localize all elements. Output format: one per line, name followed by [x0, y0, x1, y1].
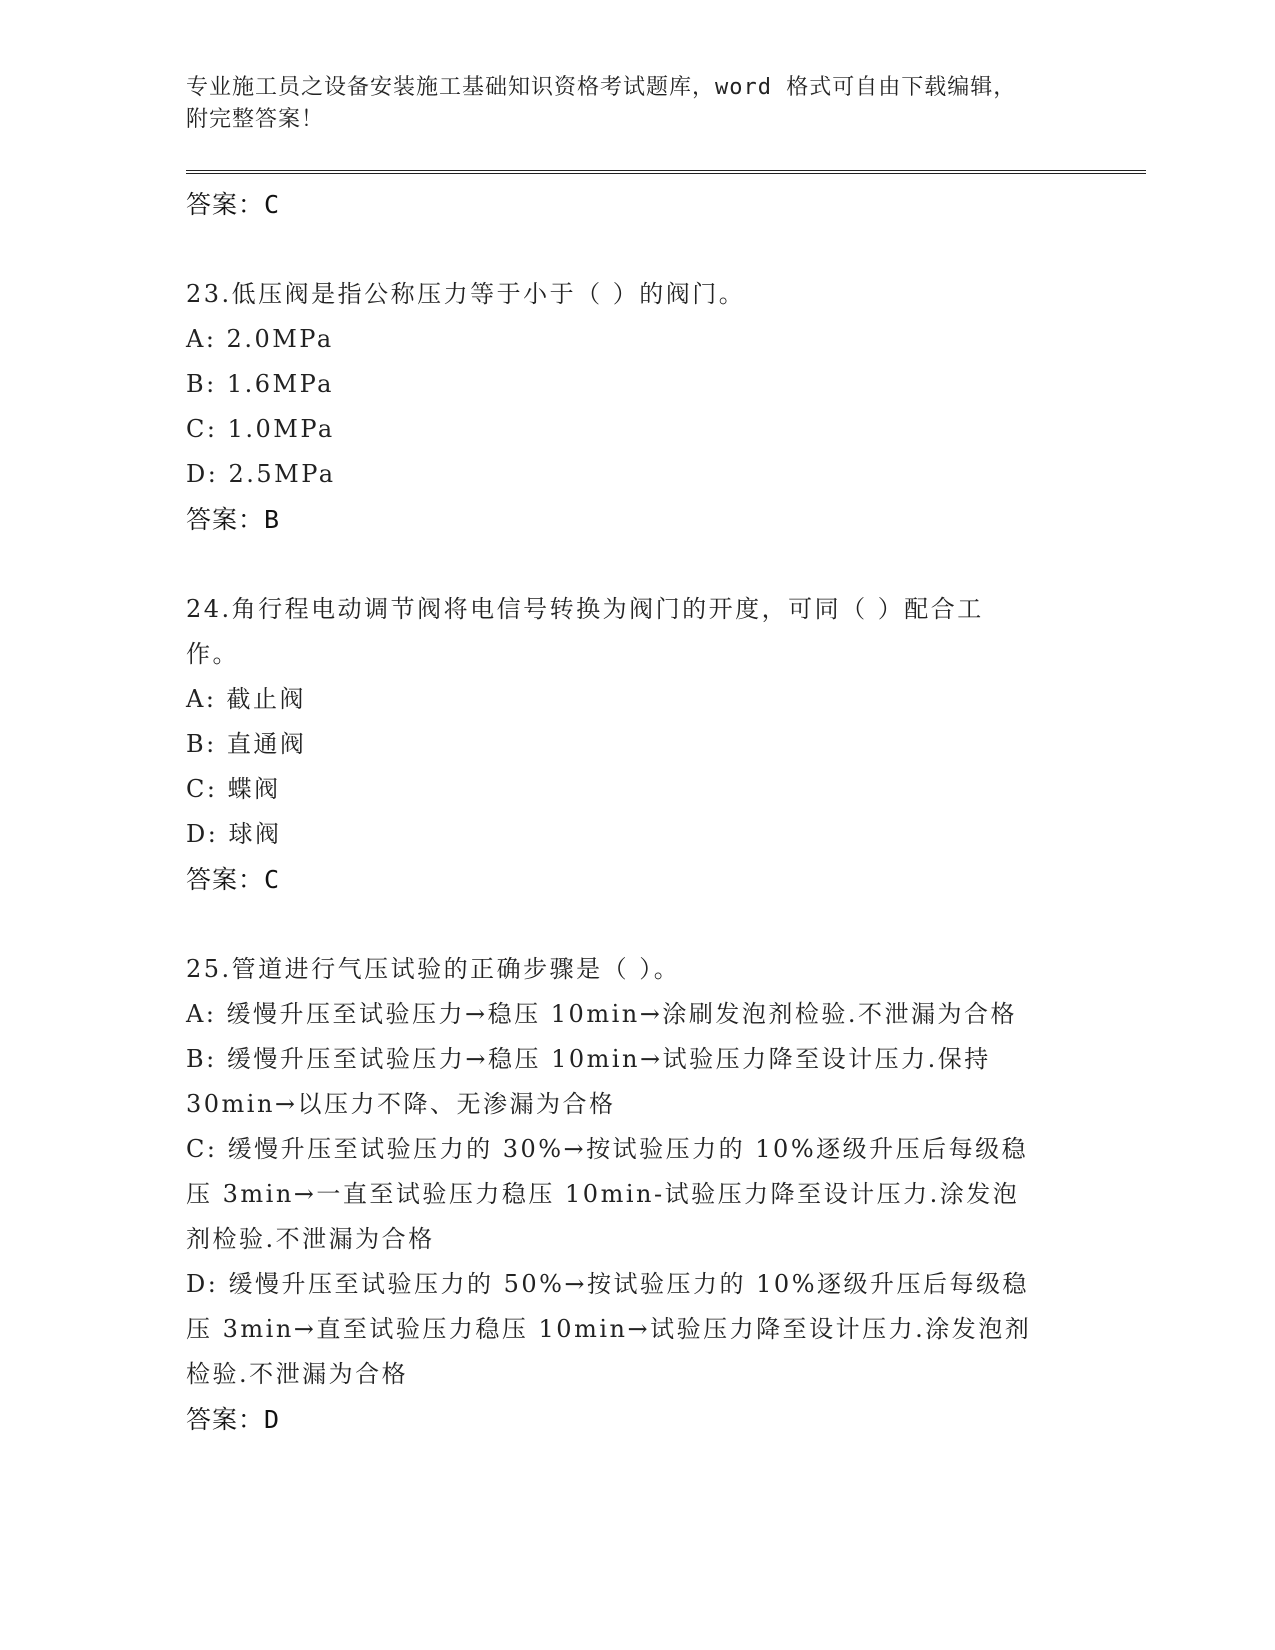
option-d-continued: 压 3min→直至试验压力稳压 10min→试验压力降至设计压力.涂发泡剂: [186, 1315, 1032, 1343]
previous-answer: 答案：C: [186, 190, 281, 219]
question-title: 23.低压阀是指公称压力等于小于（ ）的阀门。: [186, 280, 746, 308]
option-b: B: 缓慢升压至试验压力→稳压 10min→试验压力降至设计压力.保持: [186, 1045, 991, 1073]
option-a: A: 缓慢升压至试验压力→稳压 10min→涂刷发泡剂检验.不泄漏为合格: [186, 1000, 1017, 1028]
option-b-continued: 30min→以压力不降、无渗漏为合格: [186, 1090, 616, 1118]
header-line-2: 附完整答案！: [186, 107, 325, 132]
header-line-1: 专业施工员之设备安装施工基础知识资格考试题库，word 格式可自由下载编辑，: [186, 75, 1017, 100]
spacer: [186, 903, 1146, 947]
option-c: C: 蝶阀: [186, 775, 281, 803]
option-d: D: 2.5MPa: [186, 460, 336, 488]
option-d: D: 缓慢升压至试验压力的 50%→按试验压力的 10%逐级升压后每级稳: [186, 1270, 1030, 1298]
answer: 答案：D: [186, 1405, 281, 1434]
spacer: [186, 228, 1146, 272]
question-title: 24.角行程电动调节阀将电信号转换为阀门的开度，可同（ ）配合工: [186, 595, 984, 623]
option-d-continued: 检验.不泄漏为合格: [186, 1360, 409, 1388]
question-23: [186, 272, 1146, 497]
option-a: A: 2.0MPa: [186, 325, 334, 353]
option-b: B: 直通阀: [186, 730, 307, 758]
header-divider: [186, 170, 1146, 174]
answer: 答案：C: [186, 865, 281, 894]
question-title-continued: 作。: [186, 640, 239, 668]
option-c-continued: 压 3min→一直至试验压力稳压 10min-试验压力降至设计压力.涂发泡: [186, 1180, 1020, 1208]
answer: 答案：B: [186, 505, 281, 534]
option-c-continued: 剂检验.不泄漏为合格: [186, 1225, 435, 1253]
spacer: [186, 543, 1146, 587]
option-a: A: 截止阀: [186, 685, 307, 713]
question-25: [186, 947, 1146, 1397]
option-d: D: 球阀: [186, 820, 282, 848]
option-c: C: 1.0MPa: [186, 415, 335, 443]
option-b: B: 1.6MPa: [186, 370, 334, 398]
option-c: C: 缓慢升压至试验压力的 30%→按试验压力的 10%逐级升压后每级稳: [186, 1135, 1029, 1163]
document-page: [186, 72, 1146, 1443]
document-header: [186, 72, 1146, 136]
question-title: 25.管道进行气压试验的正确步骤是（ ）。: [186, 955, 681, 983]
question-24: [186, 587, 1146, 857]
